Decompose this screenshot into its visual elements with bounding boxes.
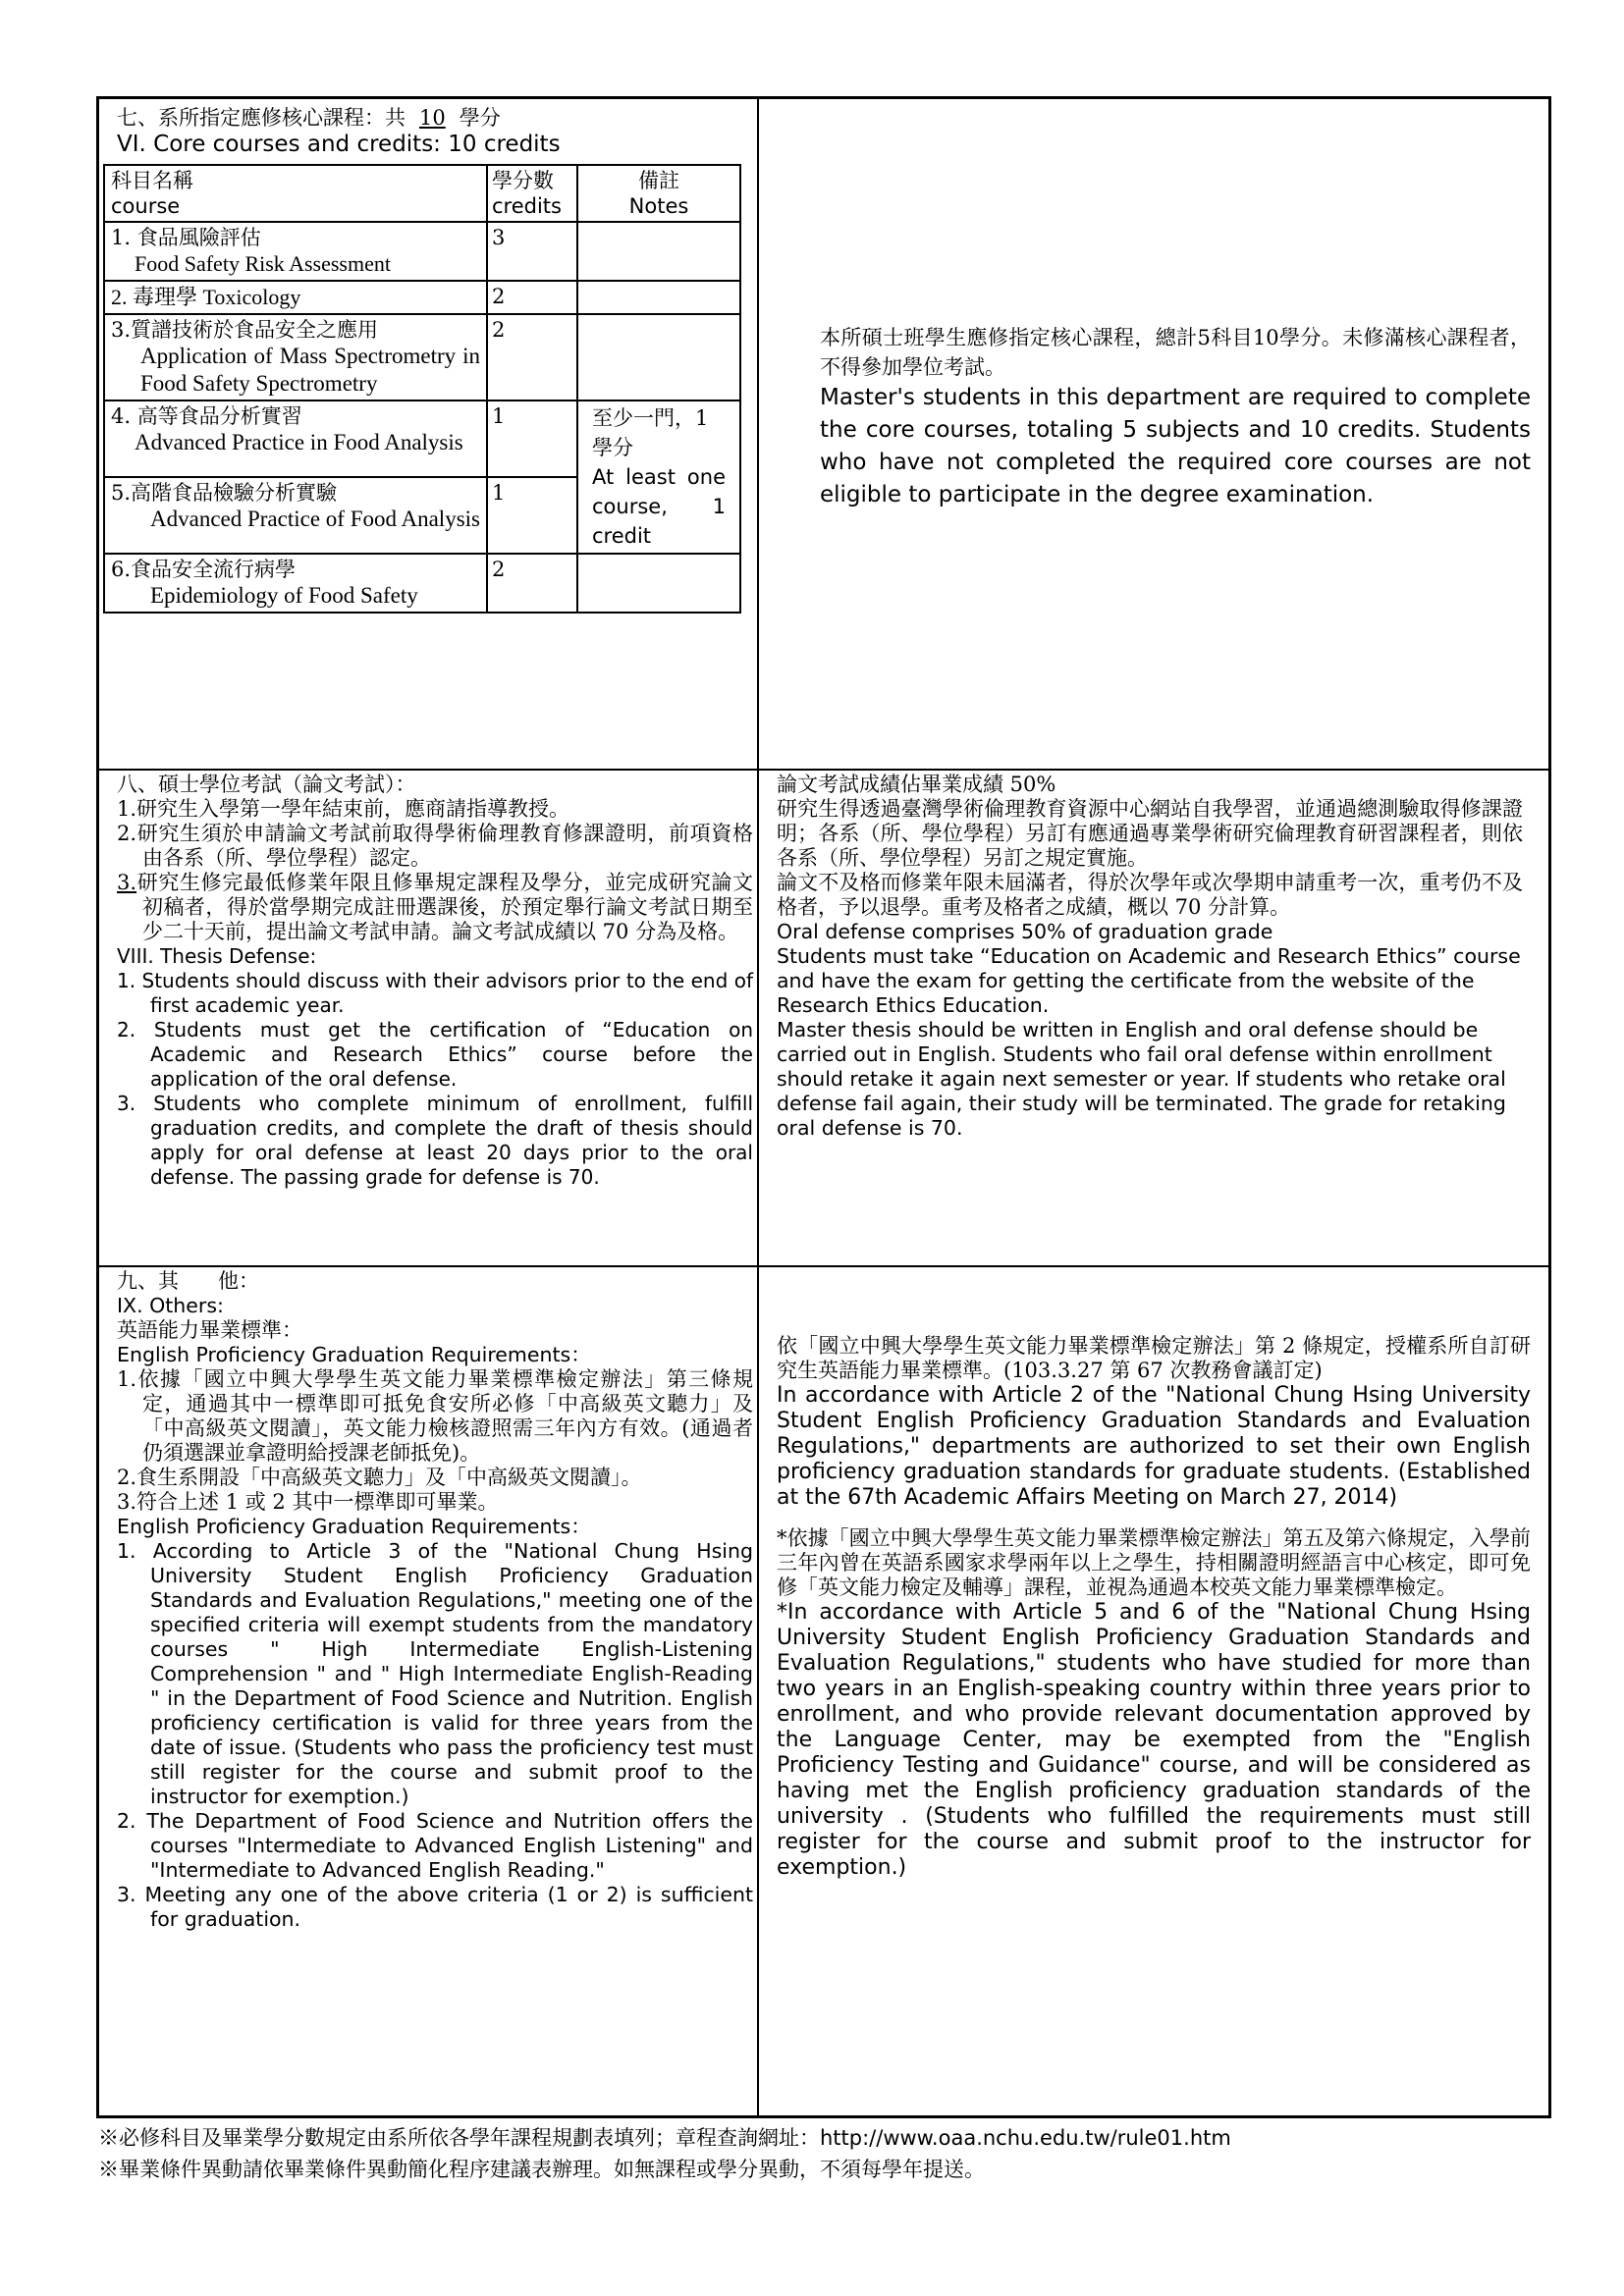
english-req-title-en-2: English Proficiency Graduation Requirements：: [117, 1515, 591, 1538]
rules-url-link[interactable]: http://www.oaa.nchu.edu.tw/rule01.htm: [820, 2126, 1231, 2150]
course-name-zh: 1. 食品風險評估: [111, 226, 261, 249]
course-name-en: Food Safety Risk Assessment: [135, 251, 391, 276]
thesis-title-en: VIII. Thesis Defense:: [117, 944, 317, 968]
core-courses-row: [99, 99, 1548, 771]
core-title-en: VI. Core courses and credits: 10 credits: [117, 132, 561, 157]
course-name-zh: 3.質譜技術於食品安全之應用: [111, 318, 379, 342]
course-credits: 2: [487, 314, 577, 400]
core-courses-table: [103, 164, 741, 614]
header-notes-en: Notes: [628, 194, 689, 218]
header-notes-zh: 備註: [638, 169, 679, 192]
english-req-item-en: 1. According to Article 3 of the "National Chung Hsing University Student English Proficiency Graduation Standards and Evaluation Regulations," meeting one of the specified criteria will exempt students from the mandatory courses " High Intermediate English-Listening Comprehension " and " High Intermediate English-Reading " in the Department of Food Science and Nutrition. English proficiency certification is valid for three years from the date of issue. (Students who pass the proficiency test must still register for the course and submit proof to the instructor for exemption.): [117, 1539, 753, 1808]
footer-note-2: ※畢業條件異動請依畢業條件異動簡化程序建議表辦理。如無課程或學分異動，不須每學年提送。: [98, 2158, 985, 2181]
course-name-en: Application of Mass Spectrometry in Food Safety Spectrometry: [140, 344, 480, 396]
course-name-zh: 4. 高等食品分析實習: [111, 404, 302, 428]
thesis-item-zh: 2.研究生須於申請論文考試前取得學術倫理教育修課證明，前項資格由各系（所、學位學程）認定。: [117, 822, 753, 870]
english-req-item-zh: 3.符合上述 1 或 2 其中一標準即可畢業。: [117, 1490, 499, 1514]
table-row: [104, 222, 740, 281]
others-title-en: IX. Others:: [117, 1294, 224, 1317]
thesis-item3-number: 3.: [117, 871, 137, 894]
thesis-defense-row: [99, 771, 1548, 1267]
header-course-zh: 科目名稱: [111, 169, 193, 192]
table-row: [104, 281, 740, 314]
core-title-zh-suffix: 學分: [459, 106, 501, 130]
core-title-zh: [117, 105, 753, 131]
footer-note-1: [98, 2122, 1551, 2154]
course-notes: [577, 281, 740, 314]
thesis-retake-en: Master thesis should be written in English and oral defense should be carried out in English. Students who fail oral defense within enrollment should retake it again next semester or year. If students who retake oral defense fail again, their study will be terminated. The grade for retaking oral defense is 70.: [777, 1018, 1506, 1140]
course-credits: 1: [487, 400, 577, 477]
course-credits: 1: [487, 477, 577, 554]
english-std-authority-zh: 依「國立中興大學學生英文能力畢業標準檢定辦法」第 2 條規定，授權系所自訂研究生英語能力畢業標準。(103.3.27 第 67 次教務會議訂定): [777, 1334, 1531, 1382]
thesis-ethics-zh: 研究生得透過臺灣學術倫理教育資源中心網站自我學習，並通過總測驗取得修課證明；各系（所、學位學程）另訂有應通過專業學術研究倫理教育研習課程者，則依各系（所、學位學程）另訂之規定實施。: [777, 797, 1523, 870]
thesis-ethics-en: Students must take “Education on Academic and Research Ethics” course and have the exam for getting the certificate from the website of the Research Ethics Education.: [777, 944, 1521, 1017]
thesis-item-en: 3. Students who complete minimum of enrollment, fulfill graduation credits, and complete the draft of thesis should apply for oral defense at least 20 days prior to the oral defense. The passing grade for defense is 70.: [117, 1092, 753, 1189]
header-credits-en: credits: [492, 194, 562, 218]
english-std-authority-en: In accordance with Article 2 of the "National Chung Hsing University Student English Proficiency Graduation Standards and Evaluation Regulations," departments are authorized to set their own English proficiency graduation standards for graduate students. (Established at the 67th Academic Affairs Meeting on March 27, 2014): [777, 1383, 1531, 1510]
course-name-en: Advanced Practice of Food Analysis: [150, 507, 480, 531]
header-course-en: course: [111, 194, 181, 218]
core-title-zh-prefix: 七、系所指定應修核心課程：共: [117, 106, 406, 130]
document-page: [96, 96, 1551, 2185]
thesis-item-en: 2. Students must get the certification of “Education on Academic and Research Ethics” course before the application of the oral defense.: [117, 1018, 753, 1091]
thesis-item3-text: 研究生修完最低修業年限且修畢規定課程及學分，並完成研究論文初稿者，得於當學期完成註冊選課後，於預定舉行論文考試日期至少二十天前，提出論文考試申請。論文考試成績以 70 分為及格。: [136, 871, 753, 943]
course-name-en: Epidemiology of Food Safety: [150, 583, 418, 608]
others-right-cell: [759, 1267, 1548, 2115]
regulations-table: [96, 96, 1551, 2118]
english-req-item-zh: 2.食生系開設「中高級英文聽力」及「中高級英文閱讀」。: [117, 1466, 642, 1489]
header-credits-zh: 學分數: [492, 169, 554, 192]
english-exemption-zh: *依據「國立中興大學學生英文能力畢業標準檢定辦法」第五及第六條規定，入學前三年內曾在英語系國家求學兩年以上之學生，持相關證明經語言中心核定，即可免修「英文能力檢定及輔導」課程，並視為通過本校英文能力畢業標準檢定。: [777, 1526, 1531, 1599]
course-name-zh: 5.高階食品檢驗分析實驗: [111, 481, 338, 505]
others-title-zh: 九、其 他：: [117, 1269, 260, 1293]
thesis-left-cell: [99, 771, 759, 1265]
core-requirement-zh: 本所碩士班學生應修指定核心課程，總計5科目10學分。未修滿核心課程者，不得參加學位考試。: [820, 326, 1531, 379]
footer-note-1-text: ※必修科目及畢業學分數規定由系所依各學年課程規劃表填列；章程查詢網址：: [98, 2126, 820, 2150]
others-left-cell: [99, 1267, 759, 2115]
english-req-item-en: 3. Meeting any one of the above criteria (1 or 2) is sufficient for graduation.: [117, 1883, 753, 1931]
thesis-right-cell: [759, 771, 1548, 1265]
course-name-zh: 2. 毒理學 Toxicology: [111, 285, 301, 309]
thesis-grade-zh: 論文考試成績佔畢業成績 50%: [777, 773, 1056, 796]
merged-note-en: At least one course, 1 credit: [592, 465, 726, 548]
course-credits: 2: [487, 281, 577, 314]
course-notes: [577, 554, 740, 613]
page-footer: [96, 2122, 1551, 2185]
english-req-item-en: 2. The Department of Food Science and Nutrition offers the courses "Intermediate to Advanced English Listening" and "Intermediate to Advanced English Reading.": [117, 1809, 753, 1882]
course-name-en: Advanced Practice in Food Analysis: [135, 430, 463, 454]
english-exemption-en: *In accordance with Article 5 and 6 of the "National Chung Hsing University Student English Proficiency Graduation Standards and Evaluation Regulations," students who have studied for more than two years in an English-speaking country within three years prior to enrollment, and who provide relevant documentation approved by the Language Center, may be exempted from the "English Proficiency Testing and Guidance" course, and will be considered as having met the English proficiency graduation standards of the university . (Students who fulfilled the requirements must still register for the course and submit proof to the instructor for exemption.): [777, 1600, 1531, 1880]
core-requirement-en: Master's students in this department are required to complete the core courses, totaling 5 subjects and 10 credits. Students who have not completed the required core courses are not eligible to participate in the degree examination.: [820, 385, 1531, 507]
course-credits: 2: [487, 554, 577, 613]
english-req-item-zh: 1.依據「國立中興大學學生英文能力畢業標準檢定辦法」第三條規定，通過其中一標準即可抵免食安所必修「中高級英文聽力」及「中高級英文閱讀」，英文能力檢核證照需三年內方有效。(通過者仍須選課並拿證明給授課老師抵免)。: [117, 1367, 753, 1465]
merged-course-note: [577, 400, 740, 554]
course-notes: [577, 222, 740, 281]
course-notes: [577, 314, 740, 400]
thesis-item-zh: [117, 871, 753, 944]
thesis-title-zh: 八、碩士學位考試（論文考試）：: [117, 773, 416, 796]
english-req-title-zh: 英語能力畢業標準：: [117, 1318, 302, 1342]
english-req-title-en: English Proficiency Graduation Requirements：: [117, 1343, 591, 1366]
table-row: [104, 314, 740, 400]
core-courses-right-cell: [759, 99, 1548, 769]
merged-note-zh: 至少一門，1學分: [592, 406, 709, 459]
course-credits: 3: [487, 222, 577, 281]
table-row: [104, 554, 740, 613]
core-credit-total: 10: [419, 106, 446, 130]
core-table-header: [104, 165, 740, 222]
thesis-retake-zh: 論文不及格而修業年限未屆滿者，得於次學年或次學期申請重考一次，重考仍不及格者，予以退學。重考及格者之成績，概以 70 分計算。: [777, 871, 1523, 919]
thesis-item-zh: 1.研究生入學第一學年結束前，應商請指導教授。: [117, 797, 570, 821]
thesis-grade-en: Oral defense comprises 50% of graduation grade: [777, 920, 1273, 943]
core-courses-left-cell: [99, 99, 759, 769]
table-row: [104, 400, 740, 477]
course-name-zh: 6.食品安全流行病學: [111, 558, 297, 581]
others-row: [99, 1267, 1548, 2115]
thesis-item-en: 1. Students should discuss with their advisors prior to the end of first academic year.: [117, 969, 753, 1017]
